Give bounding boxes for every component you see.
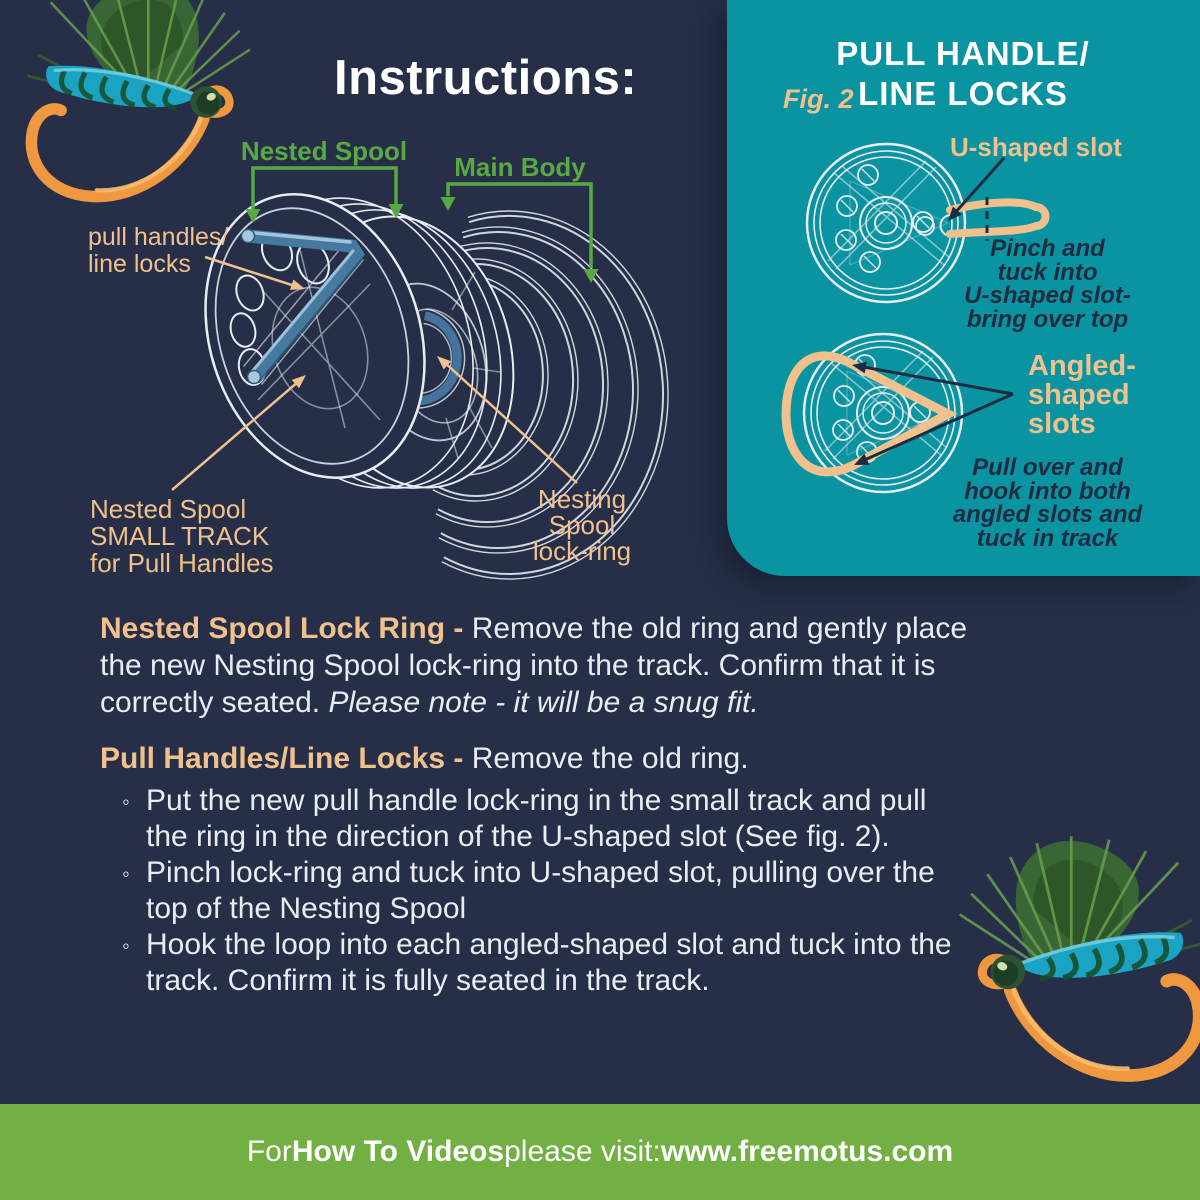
label-lock-ring <box>507 486 657 564</box>
note-line: hook into both <box>964 477 1131 505</box>
label-line: pull handles/ <box>88 223 229 251</box>
label-angled-slots <box>1028 352 1136 439</box>
paragraph-lock-ring <box>100 610 1000 721</box>
footer-prefix: For <box>246 1135 292 1168</box>
bullet-text: Hook the loop into each angled-shaped slot and tuck into the track. Confirm it is fully seated in the track. <box>146 928 952 997</box>
paragraph-heading: Pull Handles/Line Locks - <box>100 742 464 775</box>
label-line: PULL HANDLE/ <box>836 35 1090 72</box>
note-line: tuck into <box>997 258 1098 286</box>
note-line: angled slots and <box>952 501 1143 528</box>
list-item <box>100 783 1000 855</box>
bullet-icon: ◦ <box>122 789 130 814</box>
label-line: SMALL TRACK <box>90 521 270 551</box>
label-line: Nesting <box>537 484 627 514</box>
paragraph-pull-handles <box>100 740 1000 777</box>
label-line: slots <box>1028 408 1096 440</box>
label-line: shaped <box>1028 379 1130 411</box>
note-line: bring over top <box>966 305 1129 333</box>
footer-middle: please visit: <box>504 1135 661 1168</box>
note-line: Pinch and <box>990 235 1105 262</box>
label-main-body: Main Body <box>454 152 586 182</box>
bullet-icon: ◦ <box>122 861 130 886</box>
note-line: U-shaped slot- <box>964 282 1131 309</box>
page-title: Instructions: <box>334 51 638 105</box>
label-line: Angled- <box>1028 350 1136 382</box>
label-pull-handles <box>88 224 228 278</box>
bullet-icon: ◦ <box>122 933 130 958</box>
label-line: for Pull Handles <box>90 548 274 578</box>
bullet-list <box>100 783 1000 999</box>
label-small-track <box>90 496 274 577</box>
footer-how-to-videos: How To Videos <box>291 1135 505 1168</box>
label-u-shaped-slot: U-shaped slot <box>950 132 1122 162</box>
paragraph-heading: Nested Spool Lock Ring - <box>100 612 464 645</box>
label-line: LINE LOCKS <box>858 75 1068 112</box>
note-pull-hook <box>925 456 1170 550</box>
note-line: tuck in track <box>976 524 1119 552</box>
instructions-text <box>100 610 1000 999</box>
note-pinch-tuck <box>935 237 1160 331</box>
label-nested-spool: Nested Spool <box>240 136 408 166</box>
arrow-down-icon <box>441 197 456 211</box>
paragraph-body: Remove the old ring and gently place the new Nesting Spool lock-ring into the track. Confirm that it is correctly seated. <box>100 612 968 719</box>
paragraph-body: Remove the old ring. <box>463 742 749 775</box>
label-line: Nested Spool <box>90 494 247 524</box>
fig2-label: Fig. 2 <box>783 84 854 114</box>
bullet-text: Put the new pull handle lock-ring in the small track and pull the ring in the direction of the U-shaped slot (See fig. 2). <box>146 784 927 853</box>
label-line: Spool <box>548 510 616 540</box>
label-line: lock-ring <box>532 536 632 566</box>
list-item <box>100 927 1000 999</box>
fly-lure-top-left <box>28 0 251 197</box>
note-line: Pull over and <box>972 454 1123 481</box>
paragraph-italic-note: Please note - it will be a snug fit. <box>328 686 759 719</box>
footer-url: www.freemotus.com <box>660 1135 954 1168</box>
bullet-text: Pinch lock-ring and tuck into U-shaped slot, pulling over the top of the Nesting Spool <box>146 856 935 925</box>
label-line: line locks <box>88 250 191 278</box>
list-item <box>100 855 1000 927</box>
